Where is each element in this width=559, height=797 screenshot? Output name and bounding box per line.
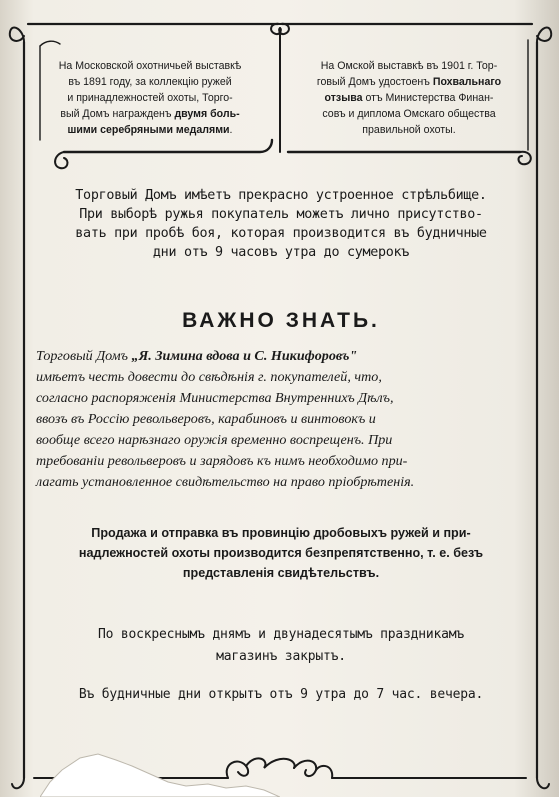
award-bold: отзыва [324,92,363,104]
award-text: говый Домъ удостоенъ [316,76,430,88]
firm-prefix: Торговый Домъ [36,348,128,364]
shooting-range-notice [36,186,526,262]
notice-line: представленія свидѣтельствъ. [182,566,380,580]
award-box-moscow [32,58,268,138]
weekday-hours-notice: Въ будничные дни открытъ отъ 9 утра до 7 час. вечера. [78,687,484,702]
notice-line: Торговый Домъ имѣетъ прекрасно устроенное стрѣльбище. [75,188,487,203]
notice-line: требованіи револьверовъ и зарядовъ къ нимъ необходимо при- [36,453,408,469]
award-line: совъ и диплома Омскаго общества [322,108,496,120]
award-box-omsk [290,58,528,138]
sale-notice [36,523,526,583]
award-line [32,122,268,138]
award-line [32,106,268,122]
award-line [290,90,528,106]
firm-name: „Я. Зимина вдова и С. Никифоровъ" [131,348,358,364]
important-notice [36,346,526,493]
notice-line: ввозъ въ Россію револьверовъ, карабиновъ и винтовокъ и [36,411,376,427]
award-line: въ 1891 году, за коллекцію ружей [68,76,232,88]
notice-line: дни отъ 9 часовъ утра до сумерокъ [152,245,410,260]
notice-line: лагать установленное свидѣтельство на право пріобрѣтенія. [36,474,415,490]
award-line: и принадлежностей охоты, Торго- [67,92,233,104]
notice-line: вообще всего нарѣзнаго оружія временно воспрещенъ. При [36,432,393,448]
award-line: правильной охоты. [362,124,456,136]
sunday-closure-notice [36,624,526,668]
award-bold: Похвальнаго [432,76,502,88]
notice-line [36,346,526,367]
award-bold: шими серебряными медалями [67,124,230,136]
award-end: . [229,124,233,136]
award-text: отъ Министерства Финан- [365,92,494,104]
award-bold: двумя боль- [174,108,240,120]
notice-line: имѣетъ честь довести до свѣдѣнія г. покупателей, что, [36,369,382,385]
notice-line: надлежностей охоты производится безпрепятственно, т. е. безъ [78,546,484,560]
notice-line: магазинъ закрытъ. [216,649,346,664]
award-line: На Омской выставкѣ въ 1901 г. Тор- [320,60,498,72]
notice-line: При выборѣ ружья покупатель можетъ лично присутство- [79,207,483,222]
award-text: вый Домъ награжденъ [60,108,172,120]
award-line [290,74,528,90]
notice-line: вать при пробѣ боя, которая производится въ будничные [75,226,487,241]
torn-paper-edge [40,730,280,797]
important-heading: ВАЖНО ЗНАТЬ. [182,309,380,332]
notice-line: Продажа и отправка въ провинцію дробовыхъ ружей и при- [91,526,471,540]
notice-line: По воскреснымъ днямъ и двунадесятымъ праздникамъ [97,627,465,642]
notice-line: согласно распоряженія Министерства Внутреннихъ Дѣлъ, [36,390,394,406]
award-line: На Московской охотничьей выставкѣ [58,60,242,72]
